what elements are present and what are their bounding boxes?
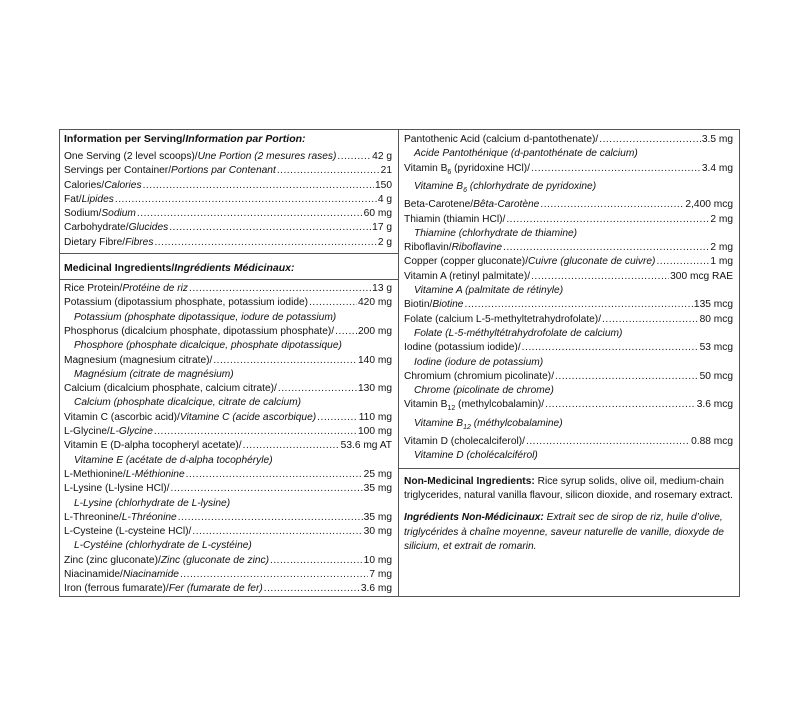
ingredient-value: 17 g bbox=[372, 222, 392, 234]
ingredient-value: 110 mg bbox=[358, 411, 392, 423]
ingredient-label: Vitamin D (cholecalciferol)/ bbox=[404, 436, 525, 448]
leader-dots bbox=[270, 554, 363, 568]
ingredient-french-name: Magnésium (citrate de magnésium) bbox=[74, 368, 234, 380]
ingredient-value: 100 mg bbox=[358, 426, 392, 438]
leader-dots bbox=[555, 370, 699, 384]
ingredient-value: 135 mcg bbox=[693, 299, 733, 311]
leader-dots bbox=[277, 164, 380, 178]
ingredient-french-name: Iodine (iodure de potassium) bbox=[414, 356, 544, 368]
ingredient-french-name: Vitamine A (palmitate de rétinyle) bbox=[414, 285, 564, 297]
ingredient-row bbox=[64, 296, 392, 310]
ingredient-french-name: Acide Pantothénique (d-pantothénate de calcium) bbox=[414, 148, 638, 160]
leader-dots bbox=[171, 482, 363, 496]
ingredient-row bbox=[64, 482, 392, 496]
ingredient-row bbox=[404, 298, 733, 312]
leader-dots bbox=[137, 207, 363, 221]
leader-dots bbox=[169, 221, 371, 235]
medicinal-list bbox=[64, 282, 392, 597]
ingredient-french-name: Folate (L-5-méthyltétrahydrofolate de calcium) bbox=[414, 327, 623, 339]
ingredient-row bbox=[64, 582, 392, 596]
ingredient-label: L-Glycine/L-Glycine bbox=[64, 426, 153, 438]
leader-dots bbox=[278, 382, 357, 396]
ingredient-row bbox=[404, 133, 733, 147]
ingredient-row bbox=[64, 439, 392, 453]
section-divider bbox=[399, 468, 739, 469]
ingredient-row bbox=[64, 525, 392, 539]
ingredient-value: 300 mcg RAE bbox=[670, 270, 733, 282]
ingredient-french-name: Chrome (picolinate de chrome) bbox=[414, 385, 554, 397]
ingredient-row bbox=[64, 207, 392, 221]
leader-dots bbox=[192, 525, 362, 539]
ingredient-value: 150 bbox=[375, 179, 392, 191]
ingredient-label: Iodine (potassium iodide)/ bbox=[404, 342, 521, 354]
leader-dots bbox=[143, 179, 374, 193]
ingredient-value: 130 mg bbox=[358, 383, 392, 395]
ingredient-row bbox=[64, 236, 392, 250]
ingredient-value: 2 g bbox=[377, 236, 392, 248]
ingredient-row bbox=[404, 241, 733, 255]
leader-dots bbox=[503, 241, 709, 255]
ingredient-row bbox=[404, 398, 733, 416]
ingredient-value: 420 mg bbox=[358, 297, 392, 309]
ingredient-row bbox=[64, 425, 392, 439]
ingredient-label: Vitamin E (D-alpha tocopheryl acetate)/ bbox=[64, 440, 242, 452]
ingredient-row bbox=[404, 270, 733, 284]
ingredient-value: 4 g bbox=[377, 193, 392, 205]
ingredient-value: 35 mg bbox=[363, 483, 392, 495]
medicinal-heading: Medicinal Ingredients/Ingrédients Médicinaux: bbox=[64, 262, 295, 275]
leader-dots bbox=[154, 425, 357, 439]
ingredient-value: 21 bbox=[380, 165, 392, 177]
non-medicinal-ingredients: Non-Medicinal Ingredients: Rice syrup solids, olive oil, medium-chain triglycerides, natural vanilla flavour, silicon dioxide, and rosemary extract. bbox=[404, 475, 733, 501]
ingredient-label: Vitamin C (ascorbic acid)/Vitamine C (acide ascorbique) bbox=[64, 411, 317, 423]
ingredient-label: Potassium (dipotassium phosphate, potassium iodide) bbox=[64, 297, 309, 309]
leader-dots bbox=[656, 255, 709, 269]
ingredient-value: 10 mg bbox=[363, 554, 392, 566]
ingredient-french-name: Vitamine D (cholécalciférol) bbox=[414, 450, 538, 462]
ingredient-label: Niacinamide/Niacinamide bbox=[64, 569, 179, 581]
ingredient-label: Fat/Lipides bbox=[64, 193, 114, 205]
ingredient-label: Folate (calcium L-5-methyltetrahydrofolate)/ bbox=[404, 313, 602, 325]
ingredient-label: L-Methionine/L-Méthionine bbox=[64, 468, 185, 480]
ingredient-label: Vitamin $B_{12}$ (methylcobalamin)/ bbox=[404, 399, 545, 413]
ingredient-label: L-Cysteine (L-cysteine HCl)/ bbox=[64, 526, 192, 538]
ingredient-value: 1 mg bbox=[710, 256, 733, 268]
ingredient-value: 2 mg bbox=[710, 213, 733, 225]
leader-dots bbox=[506, 213, 709, 227]
ingredient-row bbox=[64, 568, 392, 582]
ingredient-value: 2,400 mcg bbox=[685, 199, 733, 211]
ingredient-value: 3.6 mcg bbox=[696, 399, 733, 411]
ingredient-row bbox=[64, 221, 392, 235]
leader-dots bbox=[464, 298, 692, 312]
ingredient-french-name: Thiamine (chlorhydrate de thiamine) bbox=[414, 227, 578, 239]
leader-dots bbox=[335, 325, 357, 339]
leader-dots bbox=[154, 236, 376, 250]
ingredient-row bbox=[404, 435, 733, 449]
leader-dots bbox=[186, 468, 363, 482]
serving-info-heading: Information per Serving/Information par Portion: bbox=[64, 133, 306, 145]
ingredient-row bbox=[404, 341, 733, 355]
section-divider bbox=[60, 253, 398, 254]
ingredient-row bbox=[64, 164, 392, 178]
ingredient-label: Rice Protein/Protéine de riz bbox=[64, 283, 189, 295]
ingredient-label: Servings per Container/Portions par Contenant bbox=[64, 165, 276, 177]
ingredient-value: 3.6 mg bbox=[360, 583, 392, 595]
ingredient-label: Calcium (dicalcium phosphate, calcium citrate)/ bbox=[64, 383, 277, 395]
ingredient-row bbox=[64, 354, 392, 368]
leader-dots bbox=[264, 582, 360, 596]
ingredient-value: 3.5 mg bbox=[701, 134, 733, 145]
serving-info-list bbox=[64, 150, 392, 250]
ingredient-value: 140 mg bbox=[358, 354, 392, 366]
ingredient-row bbox=[404, 255, 733, 269]
ingredient-row bbox=[64, 150, 392, 164]
ingredient-label: Iron (ferrous fumarate)/Fer (fumarate de fer) bbox=[64, 583, 263, 595]
ingredient-row bbox=[404, 313, 733, 327]
ingredient-french-name: Phosphore (phosphate dicalcique, phosphate dipotassique) bbox=[74, 340, 342, 352]
ingredient-label: Sodium/Sodium bbox=[64, 208, 136, 220]
leader-dots bbox=[213, 354, 357, 368]
leader-dots bbox=[189, 282, 371, 296]
leader-dots bbox=[531, 162, 701, 176]
ingredient-label: Vitamin A (retinyl palmitate)/ bbox=[404, 270, 531, 282]
ingredient-value: 42 g bbox=[372, 151, 392, 162]
ingredient-label: Dietary Fibre/Fibres bbox=[64, 236, 154, 248]
ingredient-label: Riboflavin/Riboflavine bbox=[404, 242, 502, 254]
ingredient-french-name: Vitamine E (acétate de d-alpha tocophéryle) bbox=[74, 454, 273, 466]
ingredient-row bbox=[64, 325, 392, 339]
section-divider bbox=[60, 279, 398, 280]
ingredient-label: Magnesium (magnesium citrate)/ bbox=[64, 354, 213, 366]
ingredient-value: 2 mg bbox=[710, 242, 733, 254]
ingredient-row bbox=[404, 162, 733, 180]
leader-dots bbox=[522, 341, 699, 355]
ingredient-value: 53.6 mg AT bbox=[340, 440, 392, 452]
ingredient-row bbox=[404, 213, 733, 227]
ingredient-label: Beta-Carotene/Bêta-Carotène bbox=[404, 199, 540, 211]
ingredient-label: Copper (copper gluconate)/Cuivre (gluconate de cuivre) bbox=[404, 256, 656, 268]
ingredient-label: One Serving (2 level scoops)/Une Portion (2 mesures rases) bbox=[64, 151, 337, 162]
ingredient-label: Phosphorus (dicalcium phosphate, dipotassium phosphate)/ bbox=[64, 325, 335, 337]
ingredient-row bbox=[64, 179, 392, 193]
leader-dots bbox=[602, 313, 699, 327]
ingredient-row bbox=[64, 193, 392, 207]
ingredient-label: Thiamin (thiamin HCl)/ bbox=[404, 213, 506, 225]
non-medicinal-ingredients-fr: Ingrédients Non-Médicinaux: Extrait sec de sirop de riz, huile d’olive, triglycérides à chaîne moyenne, saveur naturelle de vanille, dioxyde de silicium, et extrait de romarin. bbox=[404, 512, 724, 552]
ingredient-label: Carbohydrate/Glucides bbox=[64, 222, 169, 234]
left-column bbox=[60, 130, 399, 596]
ingredient-label: Biotin/Biotine bbox=[404, 299, 464, 311]
ingredient-label: L-Threonine/L-Thréonine bbox=[64, 511, 177, 523]
ingredient-value: 7 mg bbox=[369, 569, 392, 581]
leader-dots bbox=[531, 270, 669, 284]
ingredient-row bbox=[64, 282, 392, 296]
ingredient-label: L-Lysine (L-lysine HCl)/ bbox=[64, 483, 170, 495]
ingredient-value: 0.88 mcg bbox=[691, 436, 733, 448]
ingredient-value: 53 mcg bbox=[699, 342, 733, 354]
ingredient-label: Vitamin $B_6$ (pyridoxine HCl)/ bbox=[404, 162, 531, 176]
leader-dots bbox=[309, 296, 357, 310]
ingredient-value: 30 mg bbox=[363, 526, 392, 538]
ingredient-french-name: Vitamine $B_6$ (chlorhydrate de pyridoxine) bbox=[414, 180, 597, 194]
ingredient-row bbox=[404, 370, 733, 384]
leader-dots bbox=[243, 439, 340, 453]
leader-dots bbox=[178, 511, 363, 525]
ingredient-row bbox=[64, 511, 392, 525]
ingredient-row bbox=[64, 554, 392, 568]
ingredient-label: Calories/Calories bbox=[64, 179, 142, 191]
ingredient-value: 35 mg bbox=[363, 511, 392, 523]
leader-dots bbox=[180, 568, 368, 582]
leader-dots bbox=[337, 150, 371, 164]
ingredient-value: 200 mg bbox=[358, 325, 392, 337]
leader-dots bbox=[317, 411, 358, 425]
ingredient-french-name: L-Cystéine (chlorhydrate de L-cystéine) bbox=[74, 540, 252, 552]
ingredient-row bbox=[64, 468, 392, 482]
ingredient-row bbox=[64, 411, 392, 425]
ingredient-row bbox=[64, 382, 392, 396]
leader-dots bbox=[545, 398, 696, 412]
ingredient-value: 80 mcg bbox=[699, 313, 733, 325]
ingredient-french-name: Potassium (phosphate dipotassique, iodure de potassium) bbox=[74, 311, 337, 323]
leader-dots bbox=[599, 133, 701, 147]
ingredient-value: 60 mg bbox=[363, 208, 392, 220]
leader-dots bbox=[526, 435, 690, 449]
ingredient-row bbox=[404, 198, 733, 212]
ingredient-label: Chromium (chromium picolinate)/ bbox=[404, 370, 555, 382]
nutrition-panel bbox=[59, 129, 740, 597]
leader-dots bbox=[115, 193, 377, 207]
medicinal-list-continued bbox=[404, 133, 733, 464]
right-column bbox=[399, 130, 739, 596]
ingredient-french-name: Calcium (phosphate dicalcique, citrate de calcium) bbox=[74, 397, 302, 409]
ingredient-value: 13 g bbox=[372, 283, 392, 295]
ingredient-label: Zinc (zinc gluconate)/Zinc (gluconate de zinc) bbox=[64, 554, 269, 566]
ingredient-french-name: L-Lysine (chlorhydrate de L-lysine) bbox=[74, 497, 231, 509]
ingredient-french-name: Vitamine $B_{12}$ (méthylcobalamine) bbox=[414, 417, 563, 431]
ingredient-label: Pantothenic Acid (calcium d-pantothenate)/ bbox=[404, 134, 599, 145]
ingredient-value: 25 mg bbox=[363, 468, 392, 480]
ingredient-value: 50 mcg bbox=[699, 370, 733, 382]
leader-dots bbox=[540, 198, 684, 212]
ingredient-value: 3.4 mg bbox=[701, 162, 733, 174]
